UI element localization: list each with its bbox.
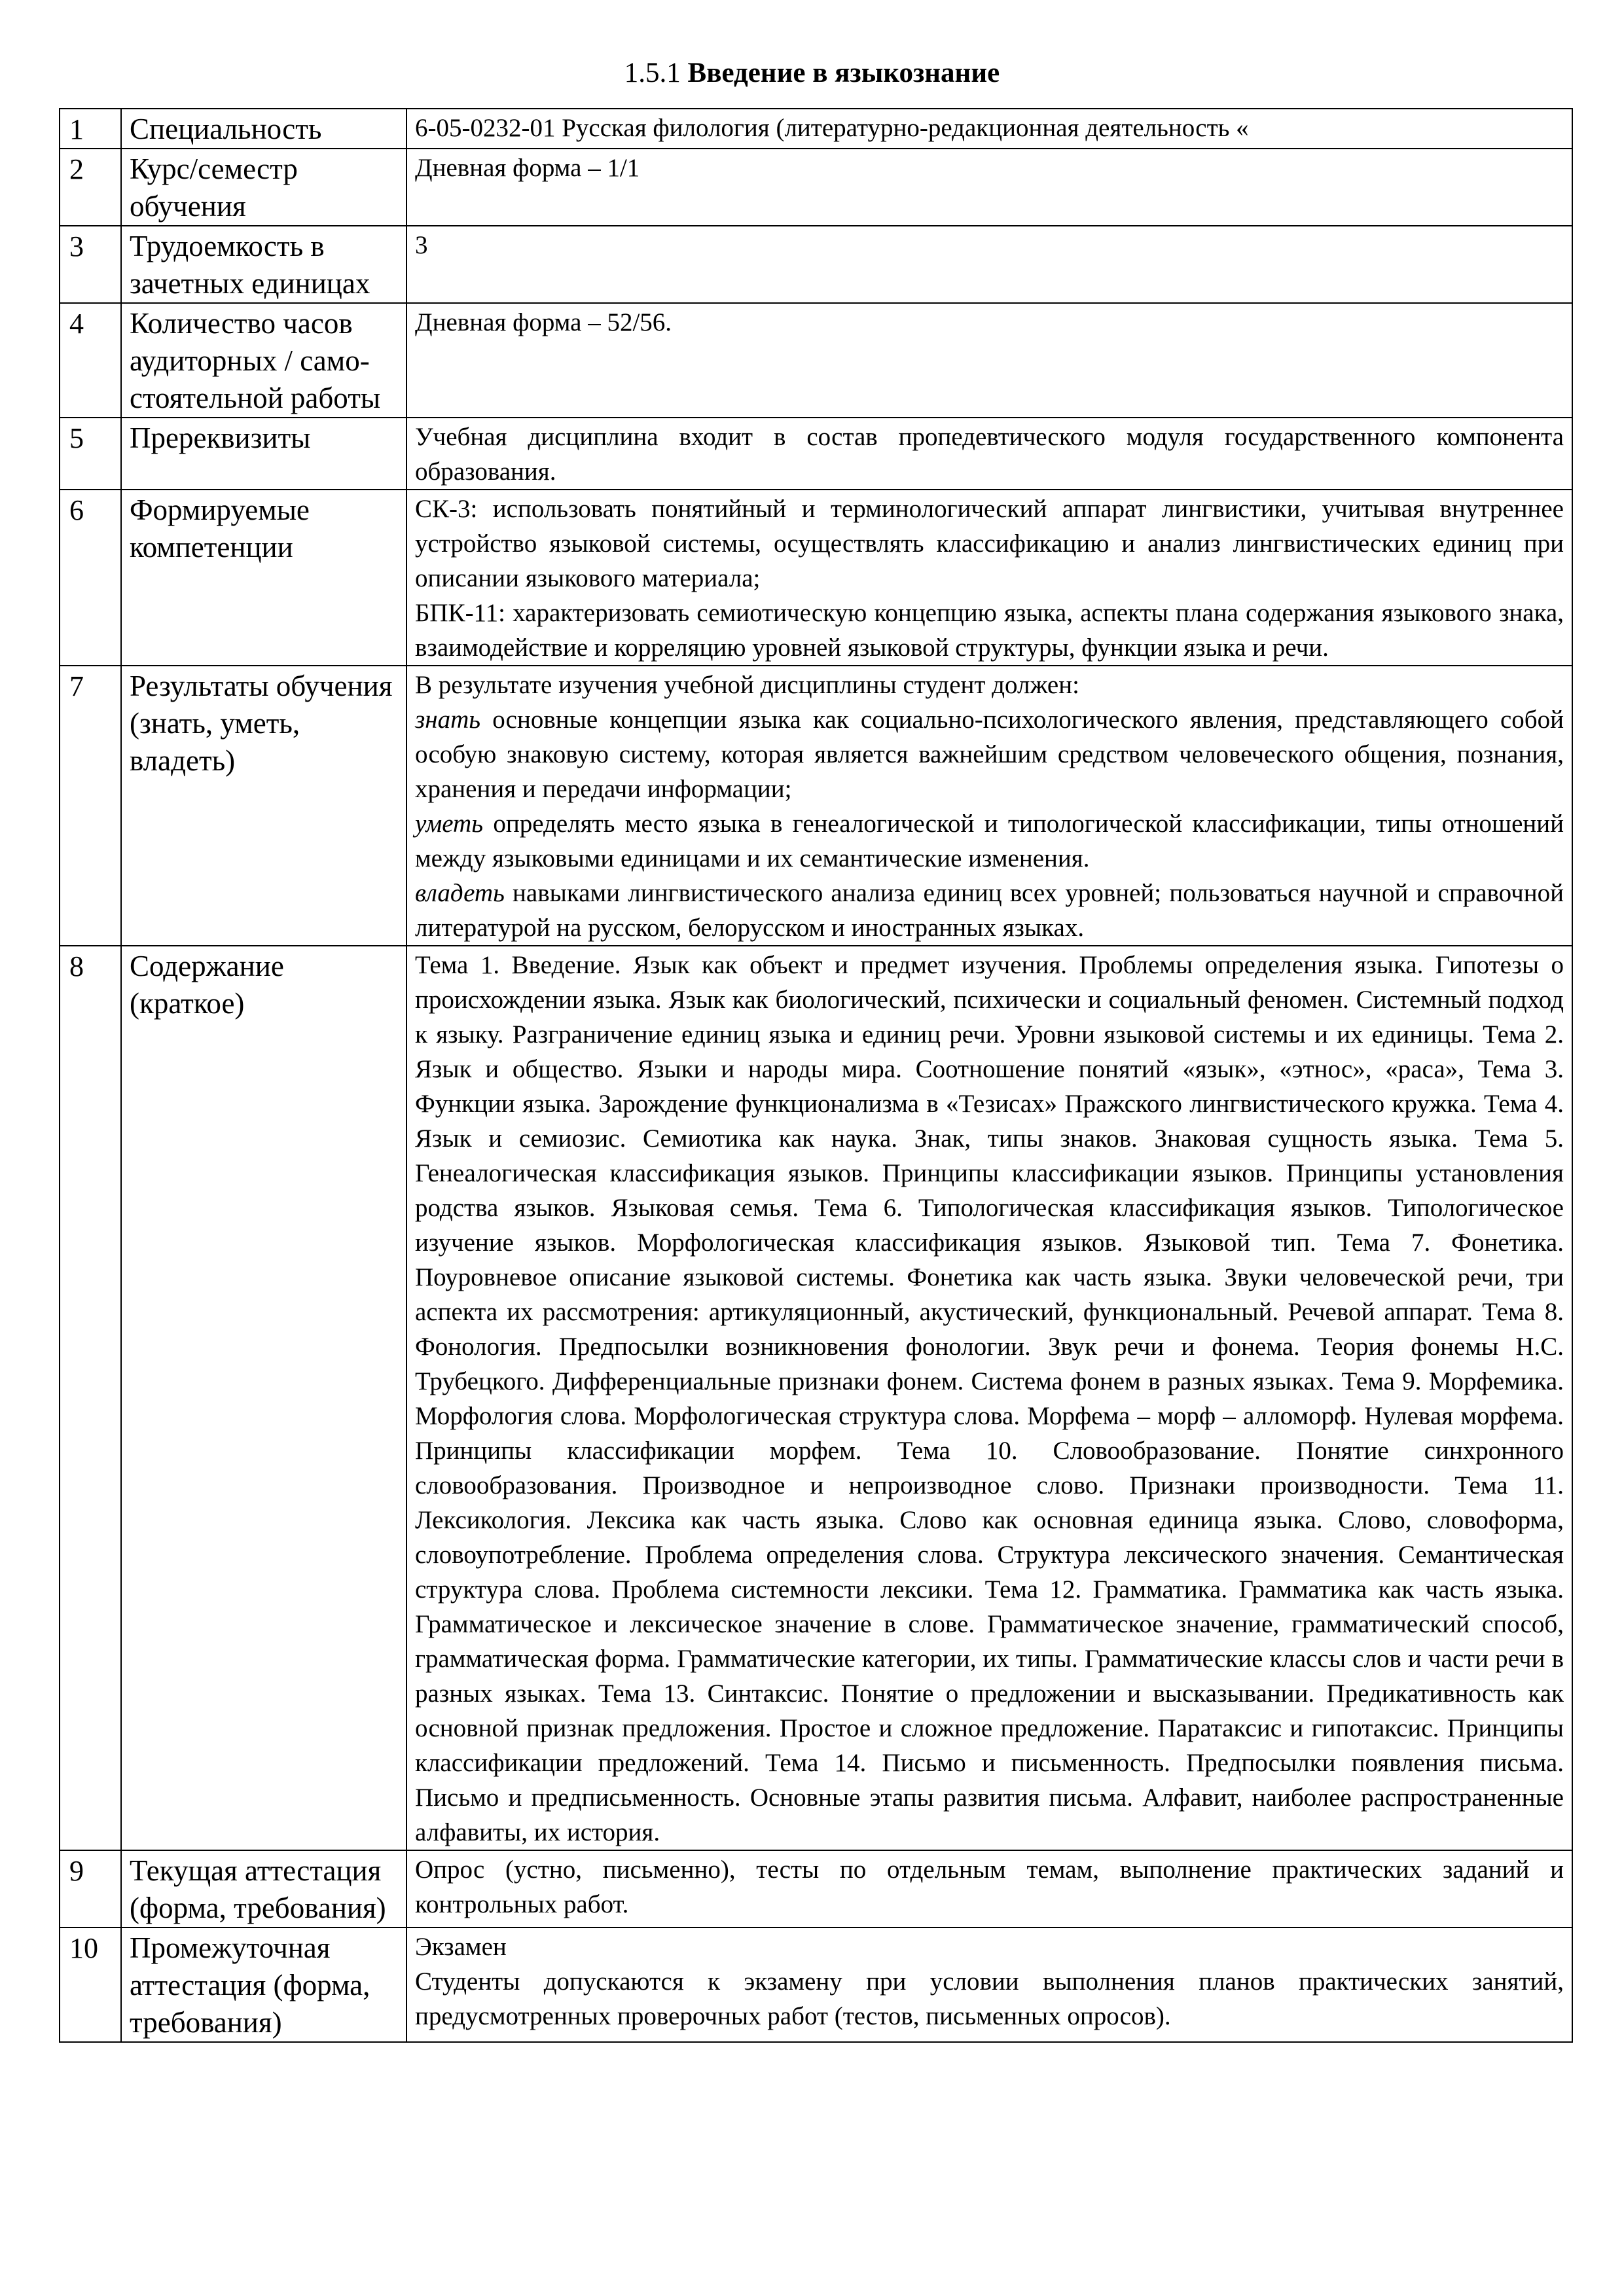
outcome-term: владеть [415, 879, 505, 907]
row-number: 7 [60, 666, 121, 946]
competence-sk3: СК-3: использовать понятийный и терминологический аппарат лингвистики, учитывая внутреннее устройство языковой системы, осуществлять классификацию и анализ лингвистических единиц при описании языкового материала; [415, 495, 1564, 592]
syllabus-table [59, 108, 1573, 2043]
content-paragraph: 6-05-0232-01 Русская филология (литературно-редакционная деятельность « [415, 114, 1249, 142]
row-content [406, 666, 1572, 946]
content-paragraph: Дневная форма – 1/1 [415, 154, 640, 182]
row-label: Результаты обучения (знать, уметь, владеть) [121, 666, 406, 946]
outcome-know [415, 702, 1564, 806]
table-row [60, 303, 1572, 418]
outcomes-intro: В результате изучения учебной дисциплины студент должен: [415, 671, 1079, 699]
exam-requirements: Студенты допускаются к экзамену при условии выполнения планов практических занятий, предусмотренных проверочных работ (тестов, письменных опросов). [415, 1967, 1564, 2030]
outcome-text: основные концепции языка как социально-психологического явления, представляющего собой особую знаковую систему, которая является важнейшим средством человеческого общения, познания, хранения и передачи информации; [415, 706, 1564, 803]
table-row [60, 666, 1572, 946]
content-summary: Тема 1. Введение. Язык как объект и предмет изучения. Проблемы определения языка. Гипотезы о происхождении языка. Язык как биологический, психически и социальный феномен. Системный подход к языку. Разграничение единиц языка и единиц речи. Уровни языковой системы и их единицы. Тема 2. Язык и общество. Языки и народы мира. Соотношение понятий «язык», «этнос», «раса», Тема 3. Функции языка. Зарождение функционализма в «Тезисах» Пражского лингвистического кружка. Тема 4. Язык и семиозис. Семиотика как наука. Знак, типы знаков. Знаковая сущность языка. Тема 5. Генеалогическая классификация языков. Принципы классификации языков. Принципы установления родства языков. Языковая семья. Тема 6. Типологическая классификация языков. Типологическое изучение языков. Морфологическая классификация языков. Языковой тип. Тема 7. Фонетика. Поуровневое описание языковой системы. Фонетика как часть языка. Звуки человеческой речи, три аспекта их рассмотрения: артикуляционный, акустический, функциональный. Речевой аппарат. Тема 8. Фонология. Предпосылки возникновения фонологии. Звук речи и фонема. Теория фонемы Н.С. Трубецкого. Дифференциальные признаки фонем. Система фонем в разных языках. Тема 9. Морфемика. Морфология слова. Морфологическая структура слова. Морфема – морф – алломорф. Нулевая морфема. Принципы классификации морфем. Тема 10. Словообразование. Понятие синхронного словообразования. Производное и непроизводное слово. Признаки производности. Тема 11. Лексикология. Лексика как часть языка. Слово как основная единица языка. Слово, словоформа, словоупотребление. Проблема определения слова. Структура лексического значения. Семантическая структура слова. Проблема системности лексики. Тема 12. Грамматика. Грамматика как часть языка. Грамматическое и лексическое значение в слове. Грамматическое значение, грамматический способ, грамматическая форма. Грамматические категории, их типы. Грамматические классы слов и части речи в разных языках. Тема 13. Синтаксис. Понятие о предложении и высказывании. Предикативность как основной признак предложения. Простое и сложное предложение. Паратаксис и гипотаксис. Принципы классификации предложений. Тема 14. Письмо и письменность. Предпосылки появления письма. Письмо и предписьменность. Основные этапы развития письма. Алфавит, наиболее распространенные алфавиты, их история. [415, 951, 1564, 1846]
row-content [406, 226, 1572, 303]
row-number: 9 [60, 1850, 121, 1928]
row-number: 10 [60, 1928, 121, 2042]
row-number: 1 [60, 109, 121, 149]
row-label: Трудоемкость в зачетных единицах [121, 226, 406, 303]
row-label: Содержание (краткое) [121, 946, 406, 1850]
row-content [406, 149, 1572, 226]
content-paragraph: Опрос (устно, письменно), тесты по отдельным темам, выполнение практических заданий и контрольных работ. [415, 1856, 1564, 1918]
row-content [406, 109, 1572, 149]
row-content [406, 1928, 1572, 2042]
row-content [406, 303, 1572, 418]
section-title: Введение в языкознание [687, 58, 1000, 88]
row-content [406, 946, 1572, 1850]
content-paragraph: Дневная форма – 52/56. [415, 308, 672, 336]
row-label: Количество часов аудиторных / само-стоятельной работы [121, 303, 406, 418]
row-label: Промежуточная аттестация (форма, требования) [121, 1928, 406, 2042]
row-number: 4 [60, 303, 121, 418]
table-row [60, 149, 1572, 226]
table-row [60, 1928, 1572, 2042]
row-label: Пререквизиты [121, 418, 406, 490]
row-label: Специальность [121, 109, 406, 149]
row-number: 8 [60, 946, 121, 1850]
table-row [60, 1850, 1572, 1928]
outcome-text: навыками лингвистического анализа единиц всех уровней; пользоваться научной и справочной литературой на русском, белорусском и иностранных языках. [415, 879, 1564, 942]
outcome-term: уметь [415, 810, 483, 838]
table-row [60, 490, 1572, 666]
competence-bpk11: БПК-11: характеризовать семиотическую концепцию языка, аспекты плана содержания языкового знака, взаимодействие и корреляцию уровней языковой структуры, функции языка и речи. [415, 599, 1564, 662]
page-title [0, 54, 1624, 93]
content-paragraph: 3 [415, 231, 428, 259]
row-number: 6 [60, 490, 121, 666]
section-number: 1.5.1 [624, 58, 681, 88]
outcome-term: знать [415, 706, 480, 734]
outcome-master [415, 876, 1564, 945]
row-number: 3 [60, 226, 121, 303]
row-number: 2 [60, 149, 121, 226]
row-number: 5 [60, 418, 121, 490]
row-label: Формируемые компетенции [121, 490, 406, 666]
table-row [60, 946, 1572, 1850]
table-row [60, 418, 1572, 490]
outcome-text: определять место языка в генеалогической и типологической классификации, типы отношений между языковыми единицами и их семантические изменения. [415, 810, 1564, 872]
row-content [406, 418, 1572, 490]
row-content [406, 1850, 1572, 1928]
table-row [60, 109, 1572, 149]
exam-type: Экзамен [415, 1933, 507, 1961]
content-paragraph: Учебная дисциплина входит в состав пропедевтического модуля государственного компонента образования. [415, 423, 1564, 486]
row-label: Текущая аттестация (форма, требования) [121, 1850, 406, 1928]
row-label: Курс/семестр обучения [121, 149, 406, 226]
outcome-can [415, 806, 1564, 876]
row-content [406, 490, 1572, 666]
table-row [60, 226, 1572, 303]
